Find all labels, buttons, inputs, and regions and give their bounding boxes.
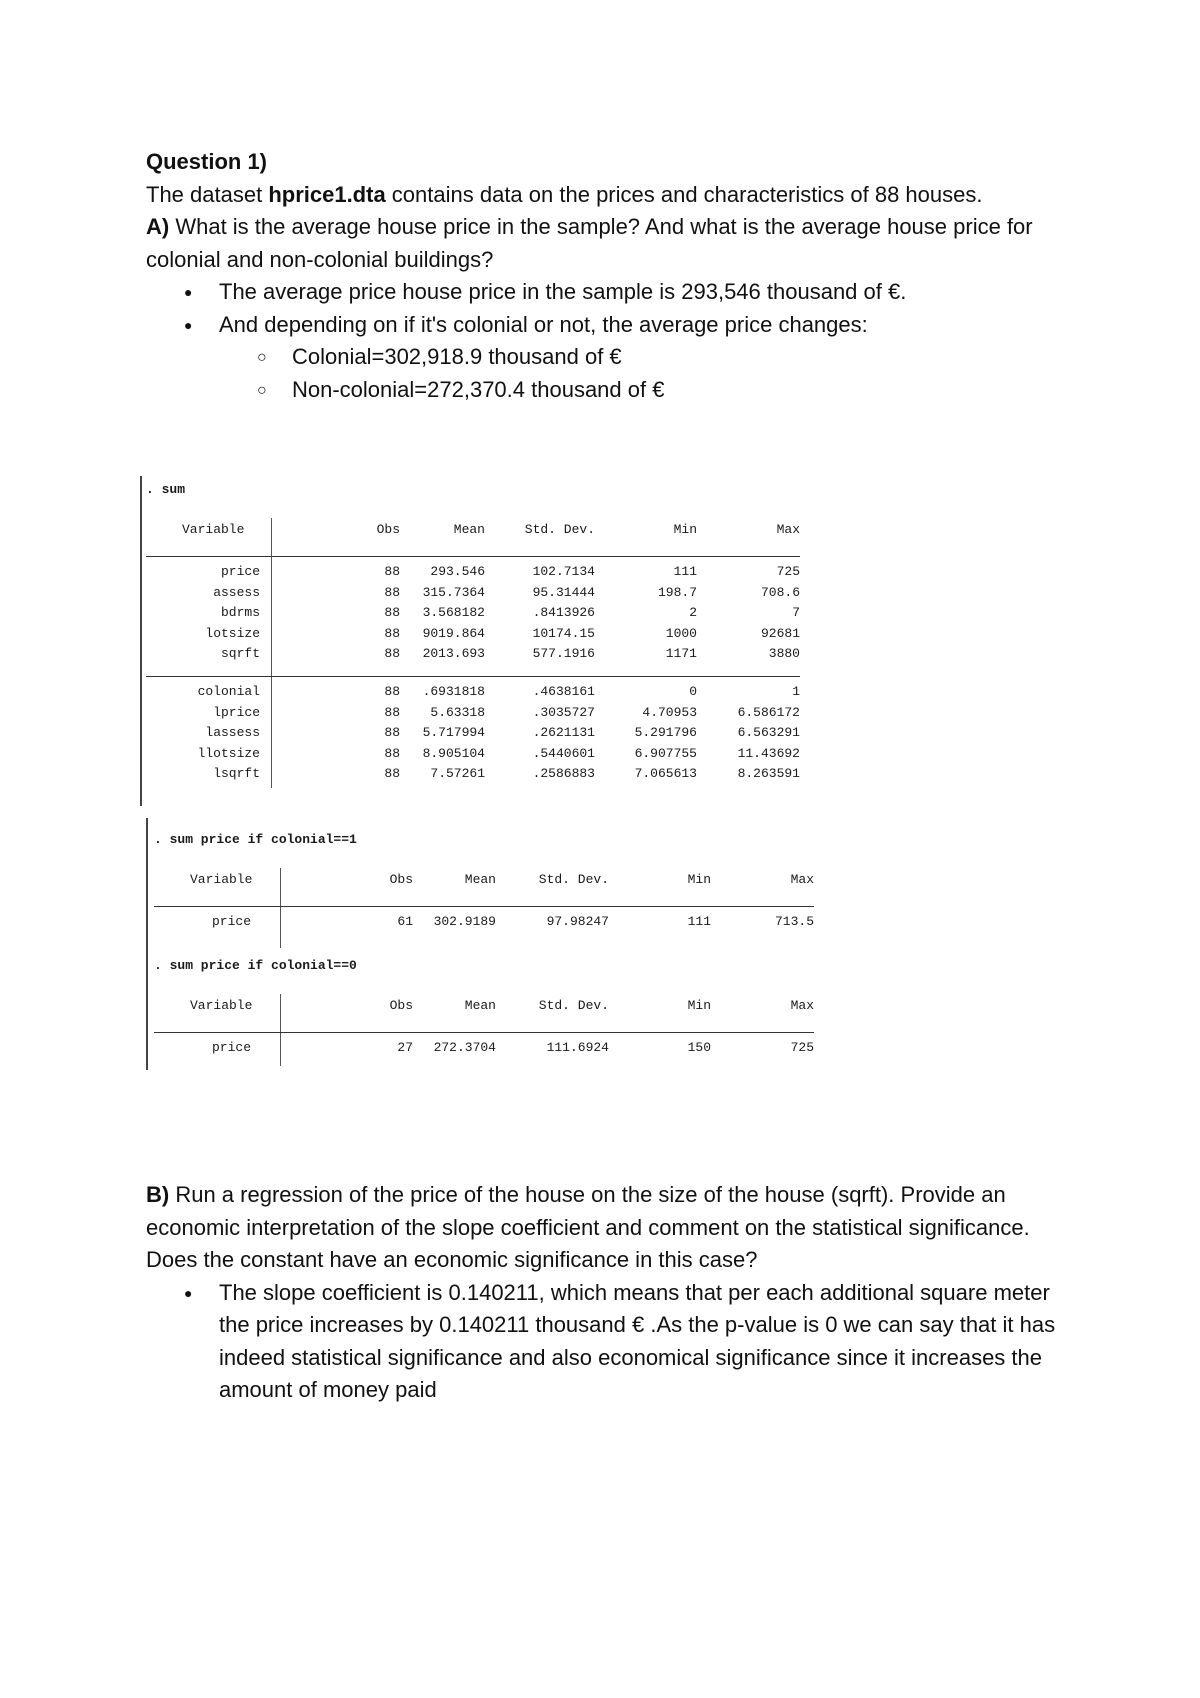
row-mean: .6931818 (422, 684, 485, 699)
header-variable: Variable (190, 872, 253, 887)
row-stddev: 95.31444 (532, 584, 595, 600)
row-obs: 88 (384, 725, 400, 740)
part-a-question-text: What is the average house price in the sample? And what is the average house price for colonial and non-colonial buildings? (146, 214, 1033, 272)
header-stddev: Std. Dev. (538, 998, 609, 1013)
header-mean: Mean (453, 522, 485, 537)
header-mean: Mean (464, 998, 496, 1013)
header-min: Min (687, 998, 711, 1013)
part-a-bullets (146, 276, 1076, 406)
header-min: Min (687, 872, 711, 887)
row-min: 1171 (665, 646, 697, 661)
row-stddev: .3035727 (532, 704, 595, 720)
row-stddev: 111.6924 (546, 1040, 609, 1055)
row-stddev: .4638161 (532, 684, 595, 699)
row-min: 198.7 (657, 584, 697, 600)
row-variable: sqrft (220, 646, 260, 661)
row-obs: 88 (384, 745, 400, 761)
row-stddev: 10174.15 (532, 625, 595, 641)
row-variable: price (212, 914, 252, 929)
table-divider (280, 994, 281, 1066)
row-mean: 8.905104 (422, 745, 485, 761)
row-max: 1 (792, 684, 800, 699)
sub-list-item: ○ Colonial=302,918.9 thousand of € (292, 341, 1076, 374)
table-divider (271, 518, 272, 556)
header-max: Max (776, 522, 800, 537)
row-max: 11.43692 (737, 745, 800, 761)
row-variable: assess (213, 584, 260, 600)
row-obs: 88 (384, 584, 400, 600)
intro-paragraph (146, 179, 1076, 212)
list-item-text: And depending on if it's colonial or not, the average price changes: (219, 311, 868, 337)
table-divider (271, 556, 272, 788)
row-stddev: .2621131 (532, 725, 595, 740)
row-variable: llotsize (197, 745, 260, 761)
output-left-border (140, 476, 142, 806)
list-item: ● The average price house price in the sample is 293,546 thousand of €. (219, 276, 1076, 309)
row-obs: 88 (384, 564, 400, 579)
row-stddev: 577.1916 (532, 646, 595, 661)
row-max: 725 (790, 1040, 814, 1055)
row-min: 150 (687, 1040, 711, 1055)
output-left-border (146, 818, 148, 1070)
row-obs: 88 (384, 684, 400, 699)
row-variable: lotsize (205, 625, 260, 641)
list-item: ● The slope coefficient is 0.140211, which means that per each additional square meter the price increases by 0.140211 thousand € .As the p-value is 0 we can say that it has indeed statistical significance and also economical significance since it increases the amount of money paid (219, 1277, 1076, 1407)
row-max: 713.5 (774, 914, 814, 929)
part-a-label: A) (146, 214, 170, 239)
row-variable: lprice (213, 704, 260, 720)
table-divider (280, 868, 281, 948)
row-min: 0 (689, 684, 697, 699)
row-mean: 7.57261 (430, 766, 485, 781)
row-min: 111 (687, 914, 711, 929)
part-b-bullets (146, 1277, 1076, 1407)
header-mean: Mean (464, 872, 496, 887)
row-stddev: 102.7134 (532, 564, 595, 579)
row-stddev: .8413926 (532, 605, 595, 620)
row-obs: 88 (384, 766, 400, 781)
row-min: 7.065613 (634, 766, 697, 781)
header-variable: Variable (182, 522, 245, 537)
header-rule (154, 906, 814, 907)
row-max: 7 (792, 605, 800, 620)
row-variable: price (212, 1040, 252, 1055)
header-stddev: Std. Dev. (538, 872, 609, 887)
row-mean: 315.7364 (422, 584, 485, 600)
row-max: 708.6 (760, 584, 800, 600)
part-b-label: B) (146, 1182, 170, 1207)
header-rule (154, 1032, 814, 1033)
row-variable: price (220, 564, 260, 579)
stata-command: . sum (146, 482, 186, 497)
header-variable: Variable (190, 998, 253, 1013)
stata-command-colonial-1: . sum price if colonial==1 (154, 832, 357, 847)
row-min: 6.907755 (634, 745, 697, 761)
row-max: 92681 (760, 625, 800, 641)
row-max: 725 (776, 564, 800, 579)
row-variable: bdrms (220, 605, 260, 620)
row-obs: 88 (384, 625, 400, 641)
row-stddev: .2586883 (532, 766, 595, 781)
stata-sum-output (140, 476, 820, 806)
row-max: 6.586172 (737, 704, 800, 720)
row-max: 3880 (768, 646, 800, 661)
row-mean: 5.717994 (422, 725, 485, 740)
header-obs: Obs (376, 522, 400, 537)
stata-command-colonial-0: . sum price if colonial==0 (154, 958, 357, 973)
row-mean: 2013.693 (422, 646, 485, 661)
row-min: 5.291796 (634, 725, 697, 740)
intro-post: contains data on the prices and characteristics of 88 houses. (385, 181, 983, 207)
row-obs: 61 (397, 914, 413, 929)
part-b-question-text: Run a regression of the price of the house on the size of the house (sqrft). Provide an economic interpretation of the slope coefficient and comment on the statistical significance. Does the constant have an economic significance in this case? (146, 1182, 1030, 1272)
sub-list-item: ○ Non-colonial=272,370.4 thousand of € (292, 374, 1076, 407)
row-stddev: 97.98247 (546, 914, 609, 929)
header-rule (146, 556, 800, 557)
row-mean: 302.9189 (433, 914, 496, 929)
header-max: Max (790, 998, 814, 1013)
part-a-sub-bullets (219, 341, 1076, 406)
intro-pre: The dataset (146, 181, 269, 207)
row-variable: lassess (205, 725, 260, 740)
row-stddev: .5440601 (532, 745, 595, 761)
header-max: Max (790, 872, 814, 887)
part-a-question (146, 211, 1076, 276)
row-max: 6.563291 (737, 725, 800, 740)
part-b-question (146, 1179, 1076, 1277)
row-variable: lsqrft (213, 766, 260, 781)
row-min: 2 (689, 605, 697, 620)
header-obs: Obs (389, 998, 413, 1013)
header-obs: Obs (389, 872, 413, 887)
row-mean: 5.63318 (430, 704, 485, 720)
header-stddev: Std. Dev. (524, 522, 595, 537)
row-mean: 9019.864 (422, 625, 485, 641)
stata-colonial-output (146, 818, 826, 1070)
question-title: Question 1) (146, 149, 268, 174)
row-variable: colonial (197, 684, 260, 699)
row-obs: 88 (384, 605, 400, 620)
row-mean: 272.3704 (433, 1040, 496, 1055)
row-min: 1000 (665, 625, 697, 641)
row-mean: 3.568182 (422, 605, 485, 620)
row-min: 111 (673, 564, 697, 579)
group-rule (146, 676, 800, 677)
part-b-text (146, 1179, 1076, 1407)
row-max: 8.263591 (737, 766, 800, 781)
row-min: 4.70953 (642, 704, 697, 720)
row-obs: 88 (384, 646, 400, 661)
row-obs: 88 (384, 704, 400, 720)
list-item (219, 309, 1076, 407)
row-obs: 27 (397, 1040, 413, 1055)
dataset-name: hprice1.dta (268, 181, 386, 207)
header-min: Min (673, 522, 697, 537)
row-mean: 293.546 (430, 564, 485, 579)
part-a-text (146, 146, 1076, 406)
